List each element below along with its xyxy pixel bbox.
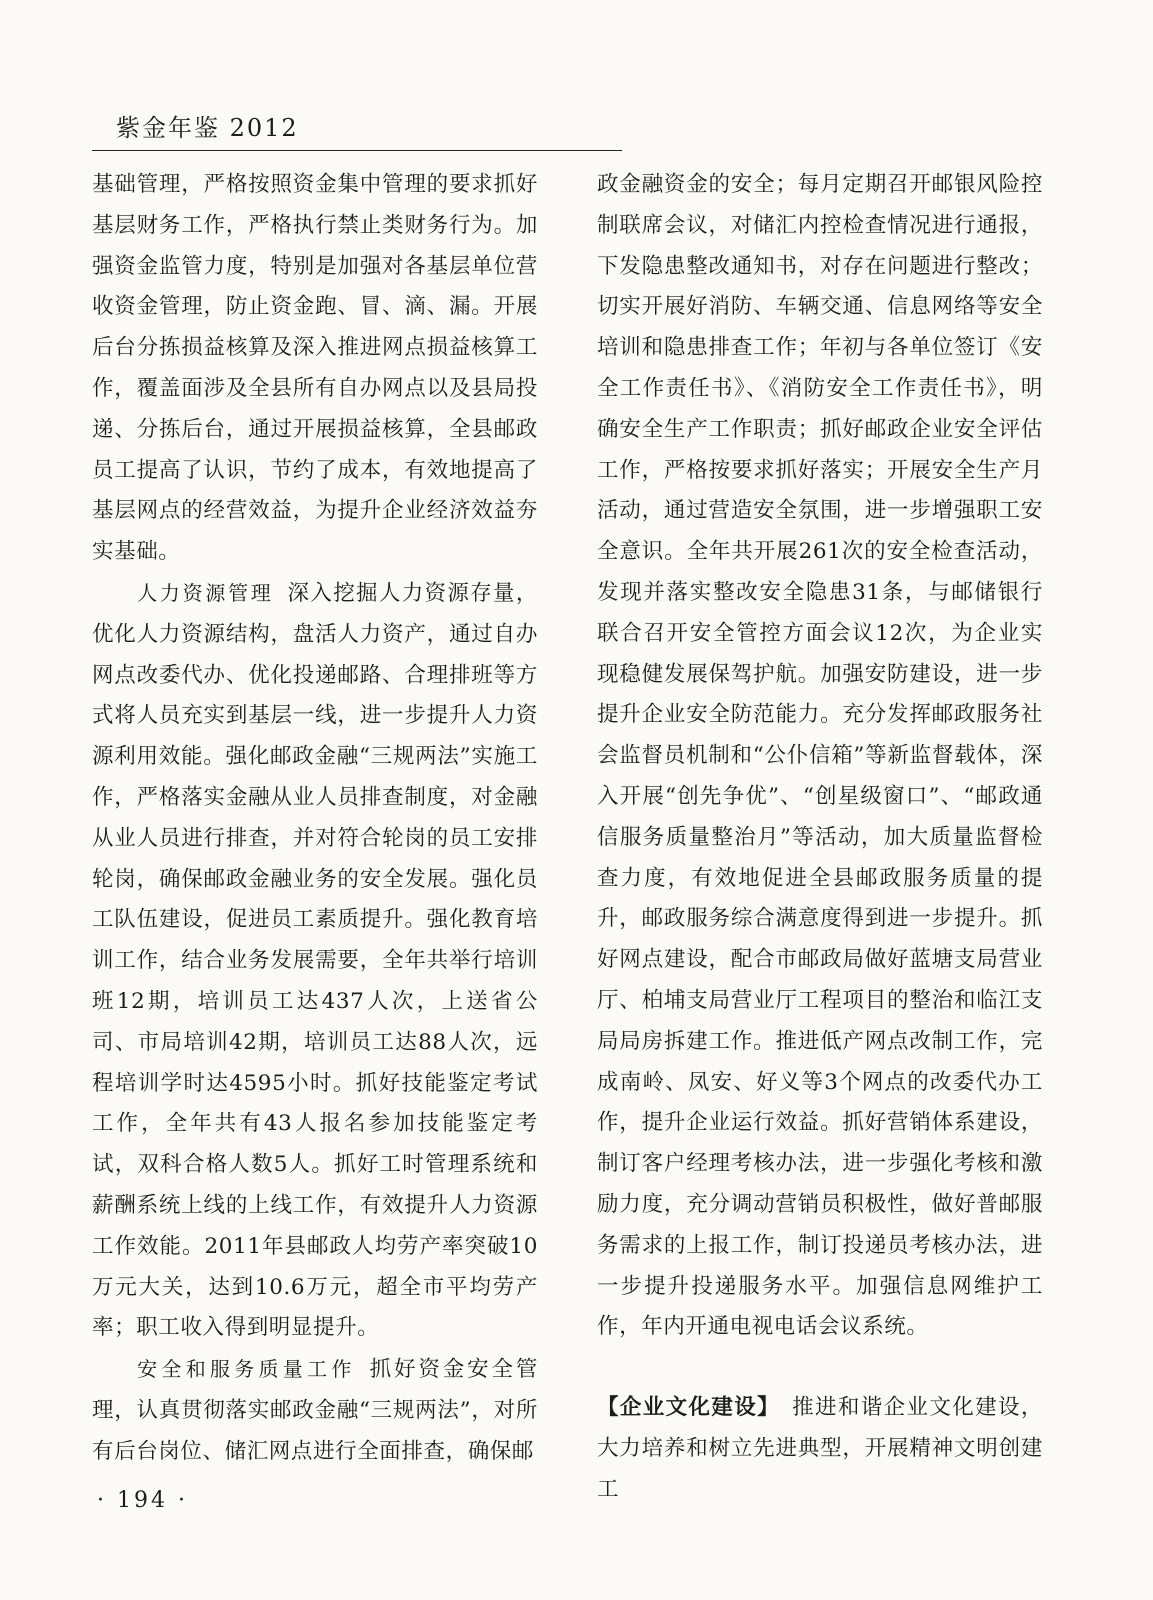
left-column	[92, 165, 538, 1473]
page-number: · 194 ·	[97, 1488, 188, 1513]
running-title: 紫金年鉴 2012	[116, 114, 299, 142]
paragraph-human-resources	[92, 573, 538, 1349]
section-heading-corporate-culture: 【企业文化建设】	[597, 1395, 781, 1421]
paragraph-safety-service-text: 抓好资金安全管理，认真贯彻落实邮政金融“三规两法”，对所有后台岗位、储汇网点进行全面排查，确保邮	[92, 1357, 539, 1464]
paragraph-safety-continued: 政金融资金的安全；每月定期召开邮银风险控制联席会议，对储汇内控检查情况进行通报，下发隐患整改通知书，对存在问题进行整改；切实开展好消防、车辆交通、信息网络等安全培训和隐患排查工作；年初与各单位签订《安全工作责任书》、《消防安全工作责任书》，明确安全生产工作职责；抓好邮政企业安全评估工作，严格按要求抓好落实；开展安全生产月活动，通过营造安全氛围，进一步增强职工安全意识。全年共开展261次的安全检查活动，发现并落实整改安全隐患31条，与邮储银行联合召开安全管控方面会议12次，为企业实现稳健发展保驾护航。加强安防建设，进一步提升企业安全防范能力。充分发挥邮政服务社会监督员机制和“公仆信箱”等新监督载体，深入开展“创先争优”、“创星级窗口”、“邮政通信服务质量整治月”等活动，加大质量监督检查力度，有效地促进全县邮政服务质量的提升，邮政服务综合满意度得到进一步提升。抓好网点建设，配合市邮政局做好蓝塘支局营业厅、柏埔支局营业厅工程项目的整治和临江支局局房拆建工作。推进低产网点改制工作，完成南岭、凤安、好义等3个网点的改委代办工作，提升企业运行效益。抓好营销体系建设，制订客户经理考核办法，进一步强化考核和激励力度，充分调动营销员积极性，做好普邮服务需求的上报工作，制订投递员考核办法，进一步提升投递服务水平。加强信息网维护工作，年内开通电视电话会议系统。	[597, 172, 1043, 1340]
paragraph-corporate-culture-text: 推进和谐企业文化建设，大力培养和树立先进典型，开展精神文明创建工	[597, 1395, 1043, 1502]
section-heading-human-resources: 人力资源管理	[137, 580, 274, 605]
right-column	[597, 165, 1043, 1511]
paragraph-safety-service	[92, 1349, 538, 1472]
paragraph-human-resources-text: 深入挖掘人力资源存量，优化人力资源结构，盘活人力资产，通过自办网点改委代办、优化投递邮路、合理排班等方式将人员充实到基层一线，进一步提升人力资源利用效能。强化邮政金融“三规两法”实施工作，严格落实金融从业人员排查制度，对金融从业人员进行排查，并对符合轮岗的员工安排轮岗，确保邮政金融业务的安全发展。强化员工队伍建设，促进员工素质提升。强化教育培训工作，结合业务发展需要，全年共举行培训班12期，培训员工达437人次，上送省公司、市局培训42期，培训员工达88人次，远程培训学时达4595小时。抓好技能鉴定考试工作，全年共有43人报名参加技能鉴定考试，双科合格人数5人。抓好工时管理系统和薪酬系统上线的上线工作，有效提升人力资源工作效能。2011年县邮政人均劳产率突破10万元大关，达到10.6万元，超全市平均劳产率；职工收入得到明显提升。	[92, 580, 538, 1341]
paragraph-corporate-culture	[597, 1388, 1043, 1510]
paragraph-finance: 基础管理，严格按照资金集中管理的要求抓好基层财务工作，严格执行禁止类财务行为。加强资金监管力度，特别是加强对各基层单位营收资金管理，防止资金跑、冒、滴、漏。开展后台分拣损益核算及深入推进网点损益核算工作，覆盖面涉及全县所有自办网点以及县局投递、分拣后台，通过开展损益核算，全县邮政员工提高了认识，节约了成本，有效地提高了基层网点的经营效益，为提升企业经济效益夯实基础。	[92, 172, 538, 565]
section-heading-safety-service: 安全和服务质量工作	[137, 1357, 356, 1382]
header-rule	[92, 150, 622, 151]
section-gap	[597, 1348, 1043, 1388]
